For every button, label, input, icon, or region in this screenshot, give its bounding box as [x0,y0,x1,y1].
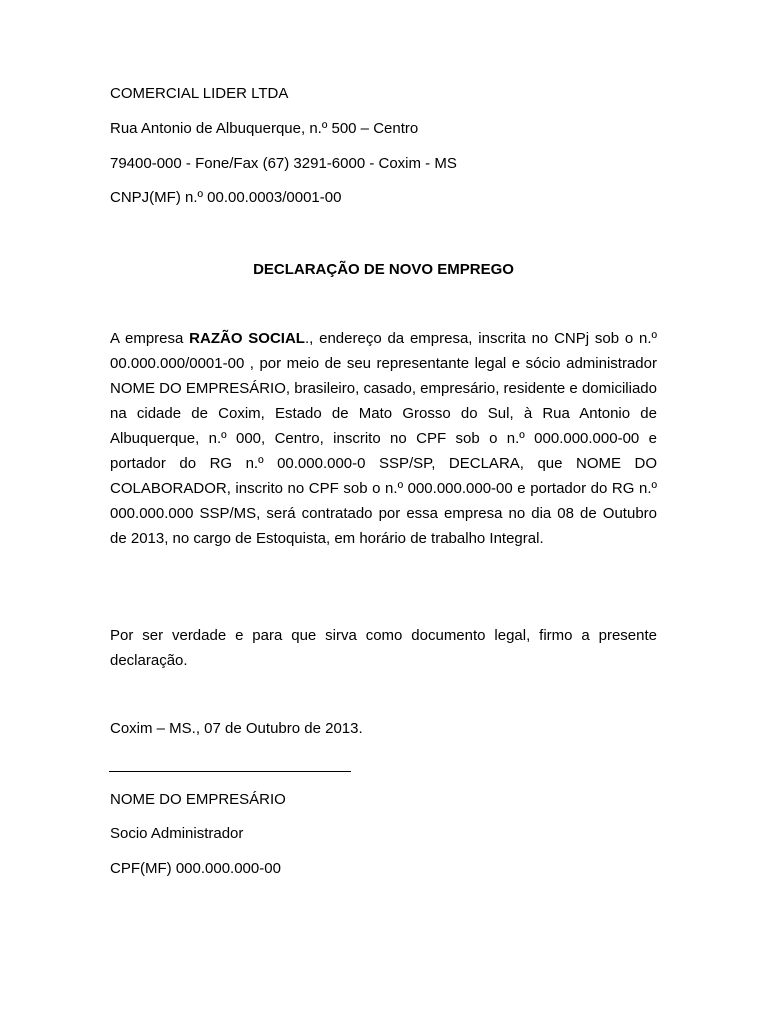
company-contact: 79400-000 - Fone/Fax (67) 3291-6000 - Coxim - MS [110,155,457,172]
company-cnpj: CNPJ(MF) n.º 00.00.0003/0001-00 [110,189,342,206]
company-placeholder: RAZÃO SOCIAL [189,330,305,347]
body-intro: A empresa [110,330,190,347]
document-title: DECLARAÇÃO DE NOVO EMPREGO [253,261,514,278]
company-address: Rua Antonio de Albuquerque, n.º 500 – Centro [110,120,419,137]
declaration-body [110,326,657,551]
body-text: ., endereço da empresa, inscrita no CNPj sob o n.º 00.000.000/0001-00 , por meio de seu representante legal e sócio administrador NOME DO EMPRESÁRIO, brasileiro, casado, empresário, residente e domiciliado na cidade de Coxim, Estado de Mato Grosso do Sul, à Rua Antonio de Albuquerque, n.º 000, Centro, inscrito no CPF sob o n.º 000.000.000-00 e portador do RG n.º 00.000.000-0 SSP/SP, DECLARA, que NOME DO COLABORADOR, inscrito no CPF sob o n.º 000.000.000-00 e portador do RG n.º 000.000.000 SSP/MS, será contratado por essa empresa no dia 08 de Outubro de 2013, no cargo de Estoquista, em horário de trabalho Integral. [110,330,658,547]
place-date: Coxim – MS., 07 de Outubro de 2013. [110,720,363,737]
signer-role: Socio Administrador [110,825,244,842]
signer-name: NOME DO EMPRESÁRIO [110,791,286,808]
closing-paragraph: Por ser verdade e para que sirva como documento legal, firmo a presente declaração. [110,627,657,669]
signature-line [109,771,351,772]
signer-cpf: CPF(MF) 000.000.000-00 [110,860,281,877]
company-name: COMERCIAL LIDER LTDA [110,85,289,102]
